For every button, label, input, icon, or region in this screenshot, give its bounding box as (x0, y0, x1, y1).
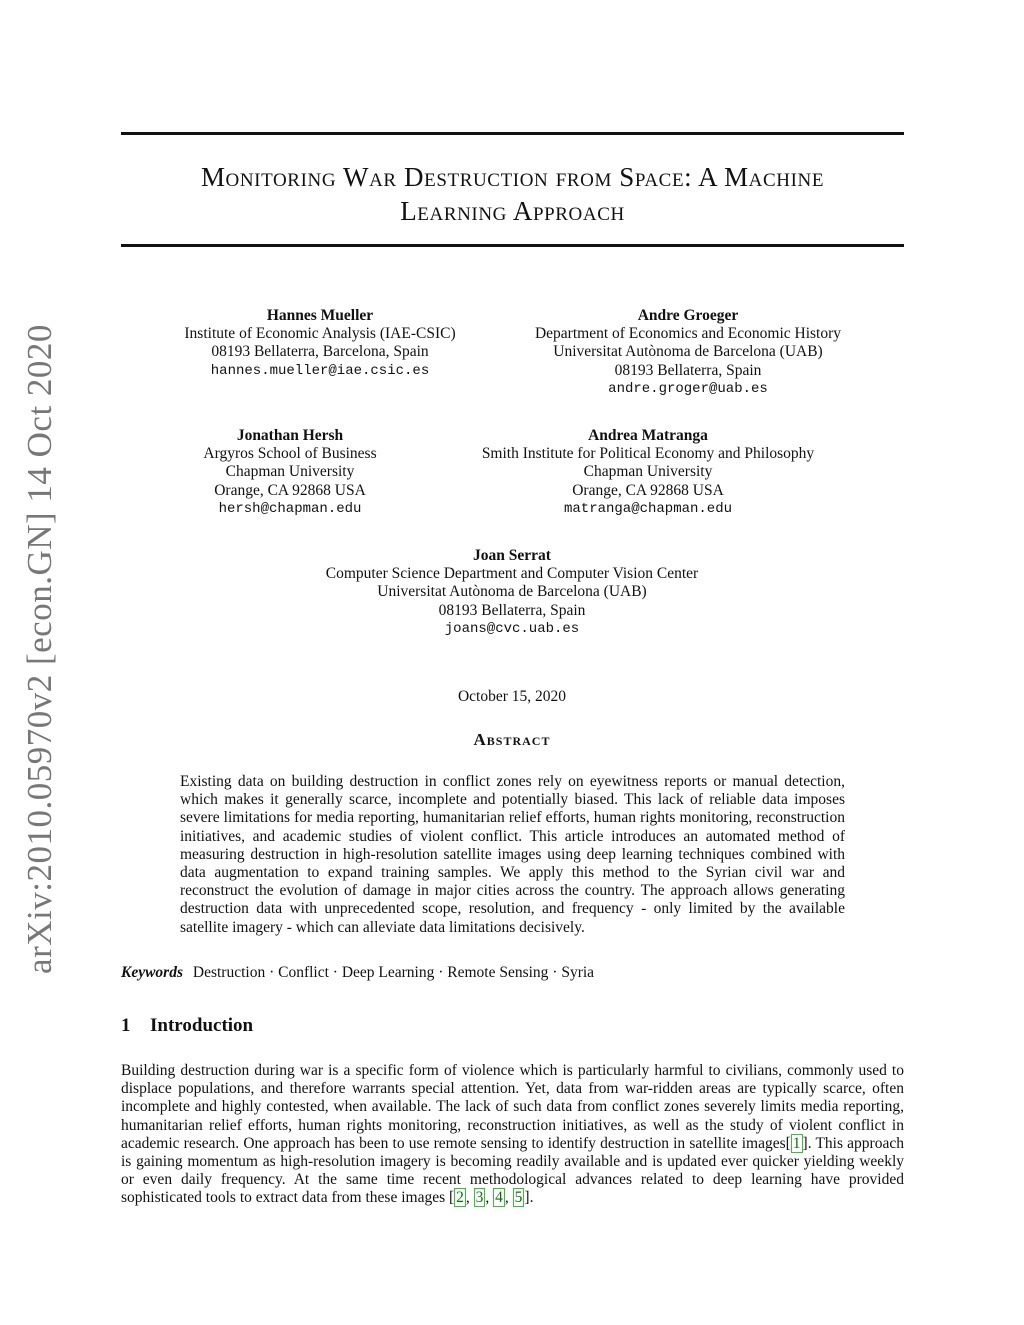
section-title: Introduction (150, 1015, 254, 1036)
author-email[interactable]: joans@cvc.uab.es (444, 620, 580, 637)
section-heading (121, 1015, 253, 1037)
citation-link[interactable]: 3 (475, 1189, 484, 1207)
title-top-rule (121, 132, 904, 135)
author-affiliation: Department of Economics and Economic History (534, 325, 842, 343)
author-block (160, 427, 420, 518)
author-affiliation: Universitat Autònoma de Barcelona (UAB) (553, 343, 823, 361)
title-bottom-rule (121, 244, 904, 247)
title-line-2: Learning Approach (400, 196, 625, 226)
intro-text: Building destruction during war is a specific form of violence which is particularly harmful to civilians, commonly used to displace populations, and therefore warrants special attention. Yet, data from war-ridden areas are typically scarce, often incomplete and highly contested, when available. The lack of such data from conflict zones severely limits media reporting, humanitarian relief efforts, human rights monitoring, reconstruction initiatives, as well as the study of violent conflict in academic research. One approach has been to use remote sensing to identify destruction in satellite images[ (121, 1062, 904, 1152)
author-affiliation: Universitat Autònoma de Barcelona (UAB) (377, 583, 647, 601)
author-affiliation: 08193 Bellaterra, Barcelona, Spain (211, 343, 429, 361)
intro-text: ]. This approach is gaining momentum as high-resolution imagery is becoming readily available and is updated ever quicker yielding weekly or even daily frequency. At the same time recent methodological advances related to deep learning have provided sophisticated tools to extract data from these images [ (121, 1134, 904, 1207)
author-name: Andre Groeger (637, 307, 739, 324)
author-affiliation: Institute of Economic Analysis (IAE-CSIC) (184, 325, 456, 343)
author-affiliation: Argyros School of Business (203, 445, 377, 463)
author-affiliation: 08193 Bellaterra, Spain (614, 361, 762, 379)
citation-link[interactable]: 1 (792, 1134, 801, 1152)
abstract-text: Existing data on building destruction in conflict zones rely on eyewitness reports or manual detection, which makes it generally scarce, incomplete and potentially biased. This lack of reliable data imposes severe limitations for media reporting, humanitarian relief efforts, human rights monitoring, reconstruction initiatives, and academic studies of violent conflict. This article introduces an automated method of measuring destruction in high-resolution satellite images using deep learning techniques combined with data augmentation to expand training samples. We apply this method to the Syrian civil war and reconstruct the evolution of damage in major cities across the country. The approach allows generating destruction data with unprecedented scope, resolution, and frequency - only limited by the available satellite imagery - which can alleviate data limitations decisively. (180, 773, 845, 936)
keywords-line (121, 964, 594, 982)
author-affiliation: 08193 Bellaterra, Spain (438, 601, 586, 619)
author-block (160, 307, 480, 380)
author-name: Hannes Mueller (266, 307, 374, 324)
keywords-list: Destruction · Conflict · Deep Learning · Remote Sensing · Syria (192, 964, 595, 981)
citation-link[interactable]: 5 (514, 1189, 523, 1207)
author-affiliation: Chapman University (583, 463, 713, 481)
author-block (262, 547, 762, 638)
citation-separator: , (504, 1189, 513, 1207)
author-block (498, 307, 878, 398)
author-name: Jonathan Hersh (236, 427, 344, 444)
author-block (458, 427, 838, 518)
section-number: 1 (121, 1015, 131, 1036)
title-line-1: Monitoring War Destruction from Space: A Machine (200, 162, 825, 192)
author-email[interactable]: matranga@chapman.edu (563, 500, 733, 517)
intro-paragraph (121, 1062, 904, 1208)
author-name: Joan Serrat (473, 547, 551, 564)
author-affiliation: Computer Science Department and Computer Vision Center (325, 565, 699, 583)
arxiv-identifier: arXiv:2010.05970v2 [econ.GN] 14 Oct 2020 (20, 324, 59, 974)
author-affiliation: Orange, CA 92868 USA (572, 481, 724, 499)
author-email[interactable]: hannes.mueller@iae.csic.es (210, 362, 430, 379)
author-email[interactable]: andre.groger@uab.es (608, 380, 768, 397)
author-affiliation: Smith Institute for Political Economy and Philosophy (481, 445, 815, 463)
citation-link[interactable]: 4 (495, 1189, 503, 1207)
abstract-heading: Abstract (473, 730, 551, 749)
paper-title (121, 160, 904, 228)
author-affiliation: Orange, CA 92868 USA (214, 481, 366, 499)
citation-link[interactable]: 2 (456, 1189, 464, 1207)
intro-text: ]. (524, 1189, 534, 1207)
author-email[interactable]: hersh@chapman.edu (218, 500, 362, 517)
citation-separator: , (485, 1189, 494, 1207)
citation-separator: , (465, 1189, 474, 1207)
keywords-label: Keywords (121, 964, 183, 981)
author-name: Andrea Matranga (588, 427, 708, 444)
paper-date: October 15, 2020 (457, 688, 567, 705)
author-affiliation: Chapman University (225, 463, 355, 481)
